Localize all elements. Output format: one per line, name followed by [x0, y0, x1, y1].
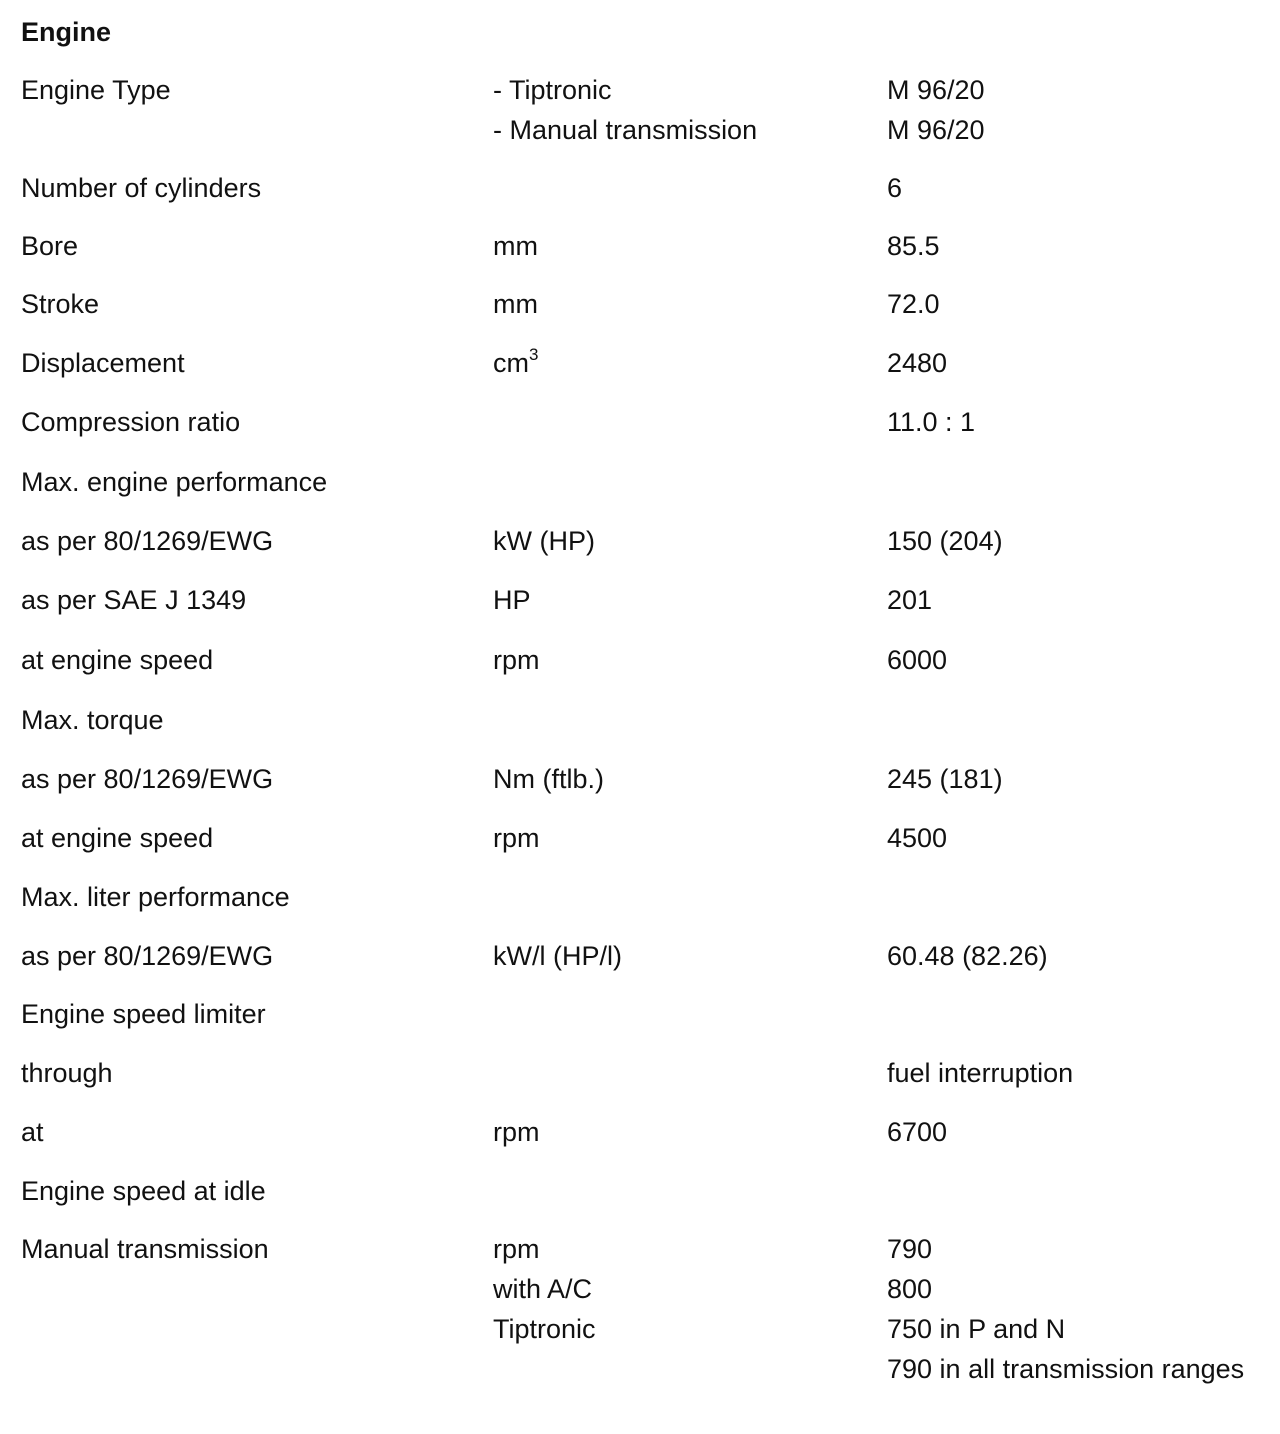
spec-unit [493, 343, 538, 383]
spec-label: Manual transmission [21, 1234, 269, 1264]
spec-units [493, 521, 595, 561]
spec-value: 245 (181) [887, 764, 1003, 794]
spec-label: as per 80/1269/EWG [21, 941, 274, 971]
spec-values [887, 1229, 1244, 1389]
spec-value: 6700 [887, 1117, 948, 1147]
spec-unit-text: Nm (ftlb.) [493, 764, 604, 794]
spec-units [493, 70, 757, 150]
spec-value: 60.48 (82.26) [887, 941, 1048, 971]
spec-unit-text: rpm [493, 1117, 540, 1147]
spec-values [887, 936, 1048, 976]
spec-unit-text: - Manual transmission [493, 115, 758, 145]
spec-label: Stroke [21, 289, 100, 319]
spec-label: Max. engine performance [21, 467, 328, 497]
spec-unit [493, 936, 622, 976]
spec-value: 790 in all transmission ranges [887, 1354, 1245, 1384]
spec-unit-text: mm [493, 231, 538, 261]
spec-label: through [21, 1058, 113, 1088]
spec-values [887, 1053, 1073, 1093]
spec-values [887, 759, 1003, 799]
spec-unit [493, 110, 757, 150]
spec-unit-text: HP [493, 585, 531, 615]
spec-units [493, 284, 538, 324]
spec-unit [493, 70, 757, 110]
spec-values [887, 402, 975, 442]
spec-label: Displacement [21, 348, 185, 378]
spec-units [493, 1112, 540, 1152]
spec-units [493, 936, 622, 976]
spec-unit-text: cm [493, 348, 529, 378]
spec-units [493, 343, 538, 383]
spec-values [887, 284, 940, 324]
spec-unit [493, 1229, 596, 1269]
spec-label: Engine speed limiter [21, 999, 266, 1029]
spec-unit [493, 818, 540, 858]
spec-value: 750 in P and N [887, 1314, 1066, 1344]
section-title: Engine [21, 17, 112, 47]
spec-unit-text: kW (HP) [493, 526, 595, 556]
spec-value: 2480 [887, 348, 948, 378]
spec-unit-text: - Tiptronic [493, 75, 612, 105]
spec-units [493, 759, 604, 799]
spec-value: 790 [887, 1234, 933, 1264]
spec-units [493, 226, 538, 266]
spec-unit [493, 226, 538, 266]
spec-values [887, 70, 985, 150]
spec-unit [493, 284, 538, 324]
spec-unit [493, 640, 540, 680]
spec-units [493, 1229, 596, 1349]
spec-unit [493, 759, 604, 799]
spec-label: Engine Type [21, 75, 171, 105]
spec-value: 6000 [887, 645, 948, 675]
spec-values [887, 818, 947, 858]
spec-label: Compression ratio [21, 407, 241, 437]
spec-value: 201 [887, 585, 933, 615]
spec-label: at engine speed [21, 823, 214, 853]
spec-label: at engine speed [21, 645, 214, 675]
spec-value: 72.0 [887, 289, 940, 319]
spec-unit-text: rpm [493, 823, 540, 853]
spec-unit-text: kW/l (HP/l) [493, 941, 622, 971]
spec-values [887, 640, 947, 680]
spec-values [887, 168, 902, 208]
spec-label: Number of cylinders [21, 173, 262, 203]
spec-values [887, 521, 1003, 561]
spec-unit [493, 521, 595, 561]
spec-value: 85.5 [887, 231, 940, 261]
spec-value: M 96/20 [887, 75, 985, 105]
spec-label: as per 80/1269/EWG [21, 526, 274, 556]
spec-units [493, 640, 540, 680]
spec-label: Max. liter performance [21, 882, 290, 912]
spec-value: 800 [887, 1274, 933, 1304]
unit-superscript: 3 [529, 345, 539, 364]
spec-value: 11.0 : 1 [887, 407, 976, 437]
spec-values [887, 580, 932, 620]
spec-value: fuel interruption [887, 1058, 1074, 1088]
spec-label: as per 80/1269/EWG [21, 764, 274, 794]
spec-label: Engine speed at idle [21, 1176, 266, 1206]
spec-units [493, 580, 531, 620]
spec-units [493, 818, 540, 858]
spec-value: 4500 [887, 823, 948, 853]
spec-values [887, 343, 947, 383]
spec-value: 150 (204) [887, 526, 1003, 556]
spec-label: at [21, 1117, 44, 1147]
spec-values [887, 1112, 947, 1152]
spec-unit [493, 1269, 596, 1309]
spec-value: 6 [887, 173, 903, 203]
spec-unit-text: Tiptronic [493, 1314, 596, 1344]
spec-label: Bore [21, 231, 79, 261]
spec-unit [493, 1309, 596, 1349]
spec-unit-text: with A/C [493, 1274, 593, 1304]
spec-value: M 96/20 [887, 115, 985, 145]
spec-unit [493, 580, 531, 620]
spec-label: as per SAE J 1349 [21, 585, 247, 615]
spec-unit-text: rpm [493, 645, 540, 675]
spec-label: Max. torque [21, 705, 164, 735]
spec-unit-text: rpm [493, 1234, 540, 1264]
spec-values [887, 226, 940, 266]
spec-unit [493, 1112, 540, 1152]
spec-unit-text: mm [493, 289, 538, 319]
